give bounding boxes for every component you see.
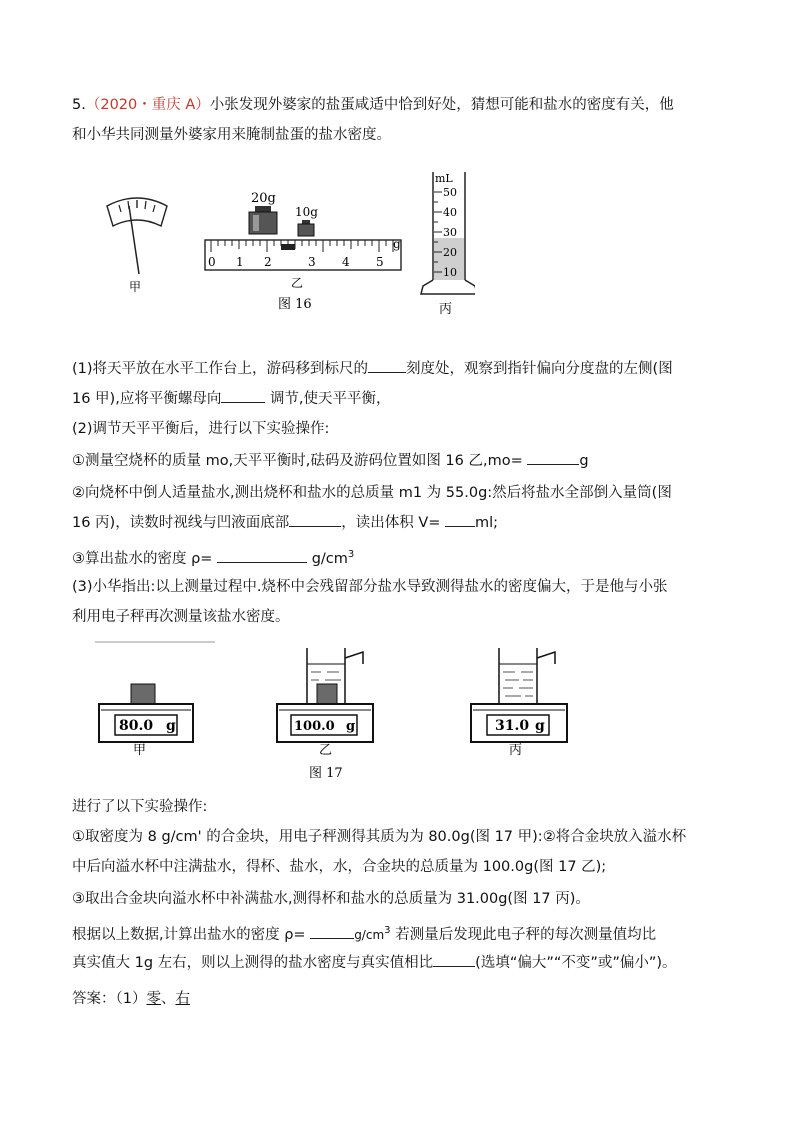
q2-step2-text-c: ，读出体积 V=: [341, 515, 441, 531]
ops-step1-text-1: ①取密度为 8 g/cm' 的合金块，用电子秤测得其质为为 80.0g(图 17 甲):②将合金块放入溢水杯: [72, 829, 687, 845]
answer-separator: 、: [160, 991, 176, 1007]
balance-dial-jia: [107, 198, 167, 274]
q1-text-a: (1)将天平放在水平工作台上，游码移到标尺的: [72, 361, 369, 377]
ops-calc-text-a: 根据以上数据,计算出盐水的密度 ρ=: [72, 926, 306, 943]
answer-label: 答案：（1）: [72, 991, 147, 1007]
answer-blank-density-1[interactable]: [217, 548, 307, 563]
q2-step2-line2: [72, 512, 732, 534]
ops-step3: [72, 888, 732, 910]
answer-part-1: 零: [146, 991, 161, 1007]
fig16-caption: 图 16: [278, 297, 312, 312]
ops-calc-text-c: 若测量后发现此电子秤的每次测量值均比: [395, 926, 657, 943]
answer-line: [72, 988, 732, 1010]
answer-blank-zero-mark[interactable]: [368, 358, 406, 373]
q2-step1-text: ①测量空烧杯的质量 mo,天平平衡时,砝码及游码位置如图 16 乙,mo=: [72, 453, 523, 469]
source-close: ）: [195, 97, 210, 113]
answer-blank-bias[interactable]: [433, 952, 475, 967]
problem-source: 2020・重庆 A: [100, 97, 196, 113]
ops-final: [72, 952, 732, 974]
ops-calc-unit: g/cm: [354, 927, 385, 942]
q1-line2: [72, 388, 732, 410]
weight-10g: [298, 220, 314, 236]
q1-text-d: 调节,使天平平衡，: [269, 391, 391, 407]
ruler: [205, 240, 401, 270]
fig17-label-jia: 甲: [133, 743, 147, 758]
ops-head: [72, 796, 732, 818]
ops-calc: [72, 920, 732, 946]
q2-step2-text-a: ②向烧杯中倒人适量盐水,测出烧杯和盐水的总质量 m1 为 55.0g:然后将盐水全部倒入量筒(图: [72, 485, 672, 501]
problem-number: 5.: [72, 97, 86, 113]
weight-10g-label: 10g: [295, 205, 318, 219]
ruler-tick-2: 2: [264, 255, 272, 269]
cylinder-unit: mL: [435, 172, 453, 185]
scale-yi-reading: 100.0: [294, 719, 335, 734]
q3-line1: [72, 576, 732, 598]
q1-text-b: 刻度处，观察到指针偏向分度盘的左侧(图: [406, 361, 673, 377]
ruler-unit: g: [393, 237, 401, 251]
weight-20g-label: 20g: [251, 191, 276, 206]
ruler-tick-3: 3: [308, 255, 316, 269]
scale-jia-reading: 80.0: [119, 718, 154, 734]
ops-final-text-a: 真实值大 1g 左右，则以上测得的盐水密度与真实值相比: [72, 955, 434, 971]
q1-line1: [72, 358, 732, 380]
problem-intro-line1: [72, 94, 732, 116]
ops-head-text: 进行了以下实验操作:: [72, 799, 208, 815]
ruler-tick-4: 4: [342, 255, 350, 269]
q1-text-c: 16 甲),应将平衡螺母向: [72, 391, 222, 407]
cylinder-mark-20: 20: [443, 246, 457, 259]
ops-step1-line2: [72, 856, 732, 878]
alloy-block: [131, 684, 155, 704]
ruler-tick-5: 5: [376, 255, 384, 269]
q2-step2-line1: [72, 482, 732, 504]
answer-blank-nut-direction[interactable]: [221, 388, 265, 403]
figure-16: [95, 168, 475, 318]
cylinder-mark-40: 40: [443, 206, 457, 219]
ruler-tick-1: 1: [236, 255, 244, 269]
intro-text-1: 小张发现外婆家的盐蛋咸适中恰到好处，猜想可能和盐水的密度有关，他: [209, 97, 674, 113]
rider: [281, 244, 295, 250]
q2-head-text: (2)调节天平平衡后，进行以下实验操作:: [72, 421, 330, 437]
q2-step3-unit: g/cm: [311, 550, 348, 567]
q2-step3-unit-exp: 3: [347, 549, 355, 560]
cylinder-mark-50: 50: [443, 186, 457, 199]
source-open: （: [85, 97, 101, 113]
answer-blank-volume[interactable]: [445, 512, 475, 527]
fig16-label-yi: 乙: [291, 276, 304, 290]
weight-20g: [249, 206, 277, 234]
scale-bing-unit: g: [535, 718, 545, 734]
q2-head: [72, 418, 732, 440]
q2-step3: [72, 544, 732, 570]
q2-step1-unit: g: [579, 453, 589, 469]
fig17-label-yi: 乙: [319, 743, 333, 758]
q2-step2-text-b: 16 丙)，读数时视线与凹液面底部: [72, 515, 290, 531]
ops-step1-line1: [72, 826, 732, 848]
fig16-label-bing: 丙: [439, 302, 453, 317]
figure-17: [95, 640, 580, 785]
answer-blank-sight-line[interactable]: [289, 512, 341, 527]
q3-line2: [72, 606, 732, 628]
q3-text-1: (3)小华指出:以上测量过程中.烧杯中会残留部分盐水导致测得盐水的密度偏大，于是他与小张: [72, 579, 668, 595]
fig17-caption: 图 17: [309, 766, 343, 781]
ops-final-text-b: (选填“偏大”“不变”或”偏小”)。: [475, 955, 677, 971]
answer-blank-m0[interactable]: [527, 450, 579, 465]
ops-calc-unit-exp: 3: [384, 925, 391, 936]
fig16-label-jia: 甲: [129, 280, 142, 294]
ops-step3-text: ③取出合金块向溢水杯中补满盐水,测得杯和盐水的总质量为 31.00g(图 17 丙)。: [72, 891, 590, 907]
scale-jia-unit: g: [166, 718, 176, 734]
ops-step1-text-2: 中后向溢水杯中注满盐水，得杯、盐水，水，合金块的总质量为 100.0g(图 17 乙);: [72, 859, 607, 875]
alloy-block-submerged: [317, 684, 337, 704]
q2-step1: [72, 450, 732, 472]
q2-step2-unit: ml;: [475, 515, 499, 531]
q2-step3-text: ③算出盐水的密度 ρ=: [72, 550, 213, 567]
scale-bing-reading: 31.0: [495, 718, 530, 734]
answer-blank-density-2[interactable]: [310, 924, 354, 939]
cylinder-mark-10: 10: [443, 266, 457, 279]
cylinder-mark-30: 30: [443, 226, 457, 239]
ruler-tick-0: 0: [208, 255, 216, 269]
problem-intro-line2: [72, 124, 732, 146]
q3-text-2: 利用电子秤再次测量该盐水密度。: [72, 609, 290, 625]
scale-yi-unit: g: [346, 719, 356, 734]
answer-part-2: 右: [175, 991, 190, 1007]
intro-text-2: 和小华共同测量外婆家用来腌制盐蛋的盐水密度。: [72, 127, 391, 143]
dial-pointer: [129, 206, 139, 274]
fig17-label-bing: 丙: [509, 743, 523, 758]
